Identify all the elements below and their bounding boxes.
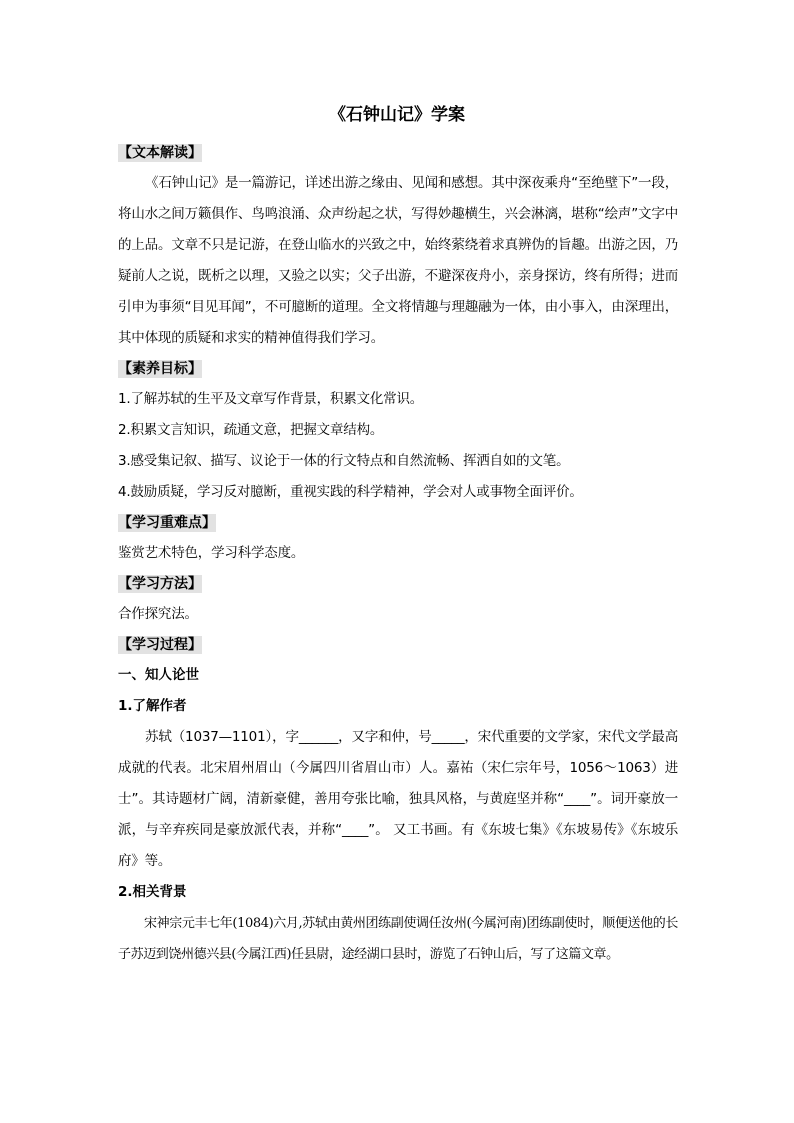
key-points-text: 鉴赏艺术特色，学习科学态度。 <box>118 545 305 561</box>
method-text: 合作探究法。 <box>118 606 198 622</box>
goal-item-3: 3.感受集记叙、描写、议论于一体的行文特点和自然流畅、挥洒自如的文笔。 <box>118 453 570 469</box>
goal-item-1: 1.了解苏轼的生平及文章写作背景，积累文化常识。 <box>118 391 424 407</box>
sub1-title: 1.了解作者 <box>118 698 187 714</box>
section-heading-goals: 【素养目标】 <box>118 361 202 377</box>
section-heading-reading: 【文本解读】 <box>118 145 202 161</box>
sub2-title: 2.相关背景 <box>118 884 187 900</box>
part1-title: 一、知人论世 <box>118 667 199 683</box>
section-heading-method: 【学习方法】 <box>118 576 202 592</box>
goal-item-4: 4.鼓励质疑，学习反对臆断，重视实践的科学精神，学会对人或事物全面评价。 <box>118 484 583 500</box>
section-heading-process: 【学习过程】 <box>118 637 202 653</box>
reading-paragraph: 《石钟山记》是一篇游记，详述出游之缘由、见闻和感想。其中深夜乘舟“至绝壁下”一段，将山水之间万籁俱作、鸟鸣浪涌、众声纷起之状，写得妙趣横生，兴会淋漓，堪称“绘声”文字中的上品。文章不只是记游，在登山临水的兴致之中，始终萦绕着求真辨伪的旨趣。出游之因，乃疑前人之说，既析之以理，又验之以实；父子出游，不避深夜舟小，亲身探访，终有所得；进而引申为事须“目见耳闻”，不可臆断的道理。全文将情趣与理趣融为一体，由小事入，由深理出，其中体现的质疑和求实的精神值得我们学习。 <box>118 175 678 346</box>
section-heading-key-points: 【学习重难点】 <box>118 515 216 531</box>
background-paragraph: 宋神宗元丰七年(1084)六月,苏轼由黄州团练副使调任汝州(今属河南)团练副使时，顺便送他的长子苏迈到饶州德兴县(今属江西)任县尉，途经湖口县时，游览了石钟山后，写了这篇文章。 <box>118 916 678 962</box>
document-body <box>118 138 678 970</box>
document-title: 《石钟山记》学案 <box>329 105 465 125</box>
goal-item-2: 2.积累文言知识，疏通文意，把握文章结构。 <box>118 422 384 438</box>
author-paragraph: 苏轼（1037—1101），字______，又字和仲，号_____，宋代重要的文学家，宋代文学最高成就的代表。北宋眉州眉山（今属四川省眉山市）人。嘉祐（宋仁宗年号，1056～1063）进士”。其诗题材广阔，清新豪健，善用夸张比喻，独具风格，与黄庭坚并称“____”。词开豪放一派，与辛弃疾同是豪放派代表，并称“____”。 又工书画。有《东坡七集》《东坡易传》《东坡乐府》等。 <box>118 729 678 869</box>
